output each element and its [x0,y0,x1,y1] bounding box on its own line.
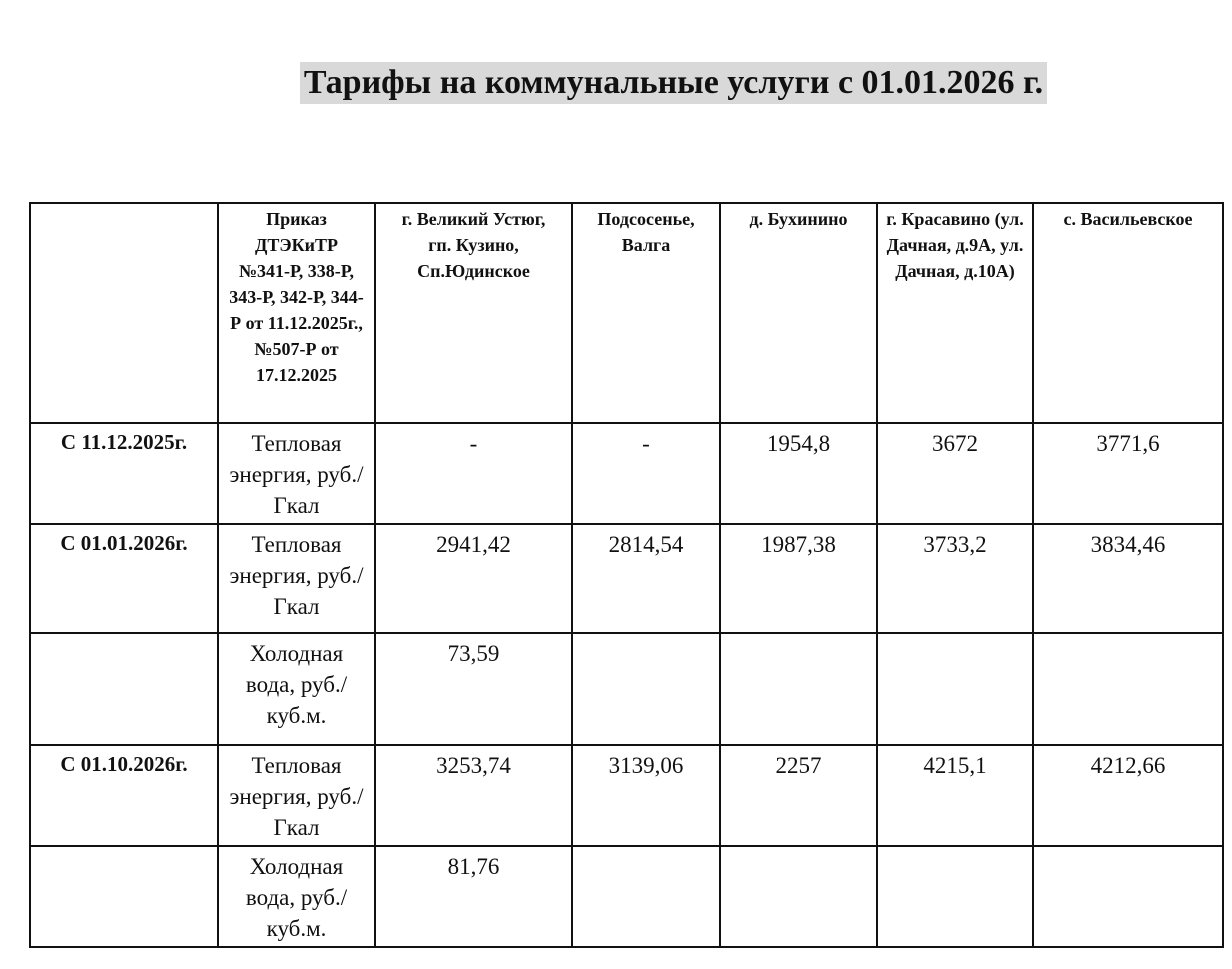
header-cell-vasilyevskoe: с. Васильевское [1033,203,1223,423]
service-cell: Тепловая энергия, руб./Гкал [218,423,375,524]
header-cell-bukhinino: д. Бухинино [720,203,877,423]
table-row [30,524,1223,633]
value-cell: 3733,2 [877,524,1033,633]
service-cell: Тепловая энергия, руб./Гкал [218,524,375,633]
period-cell [30,633,218,745]
value-cell: 3139,06 [572,745,720,846]
header-cell-empty [30,203,218,423]
value-cell: 3253,74 [375,745,572,846]
value-cell: 3771,6 [1033,423,1223,524]
value-cell: 4212,66 [1033,745,1223,846]
period-cell [30,846,218,947]
value-cell: - [572,423,720,524]
header-cell-order: Приказ ДТЭКиТР №341-Р, 338-Р, 343-Р, 342-Р, 344-Р от 11.12.2025г., №507-Р от 17.12.2025 [218,203,375,423]
table-row [30,633,1223,745]
period-cell: С 01.01.2026г. [30,524,218,633]
table-row [30,745,1223,846]
value-cell [720,633,877,745]
service-cell: Тепловая энергия, руб./Гкал [218,745,375,846]
tariff-table [29,202,1224,948]
value-cell: 2257 [720,745,877,846]
value-cell [572,846,720,947]
value-cell [720,846,877,947]
header-cell-velikiy-ustyug: г. Великий Устюг, гп. Кузино, Сп.Юдинское [375,203,572,423]
value-cell: 4215,1 [877,745,1033,846]
value-cell: 1954,8 [720,423,877,524]
period-cell: С 11.12.2025г. [30,423,218,524]
value-cell: 3834,46 [1033,524,1223,633]
table-row [30,846,1223,947]
header-cell-krasavino: г. Красавино (ул. Дачная, д.9А, ул. Дачная, д.10А) [877,203,1033,423]
value-cell: 2814,54 [572,524,720,633]
value-cell [877,633,1033,745]
value-cell [877,846,1033,947]
service-cell: Холодная вода, руб./куб.м. [218,846,375,947]
value-cell: 2941,42 [375,524,572,633]
header-row [30,203,1223,423]
page-title: Тарифы на коммунальные услуги с 01.01.2026 г. [300,62,1047,104]
value-cell: 73,59 [375,633,572,745]
service-cell: Холодная вода, руб./куб.м. [218,633,375,745]
value-cell [1033,633,1223,745]
value-cell: - [375,423,572,524]
value-cell: 1987,38 [720,524,877,633]
value-cell [1033,846,1223,947]
period-cell: С 01.10.2026г. [30,745,218,846]
table-row [30,423,1223,524]
value-cell [572,633,720,745]
header-cell-podsosenye: Подсосенье, Валга [572,203,720,423]
value-cell: 3672 [877,423,1033,524]
value-cell: 81,76 [375,846,572,947]
title-wrap [0,62,1232,104]
